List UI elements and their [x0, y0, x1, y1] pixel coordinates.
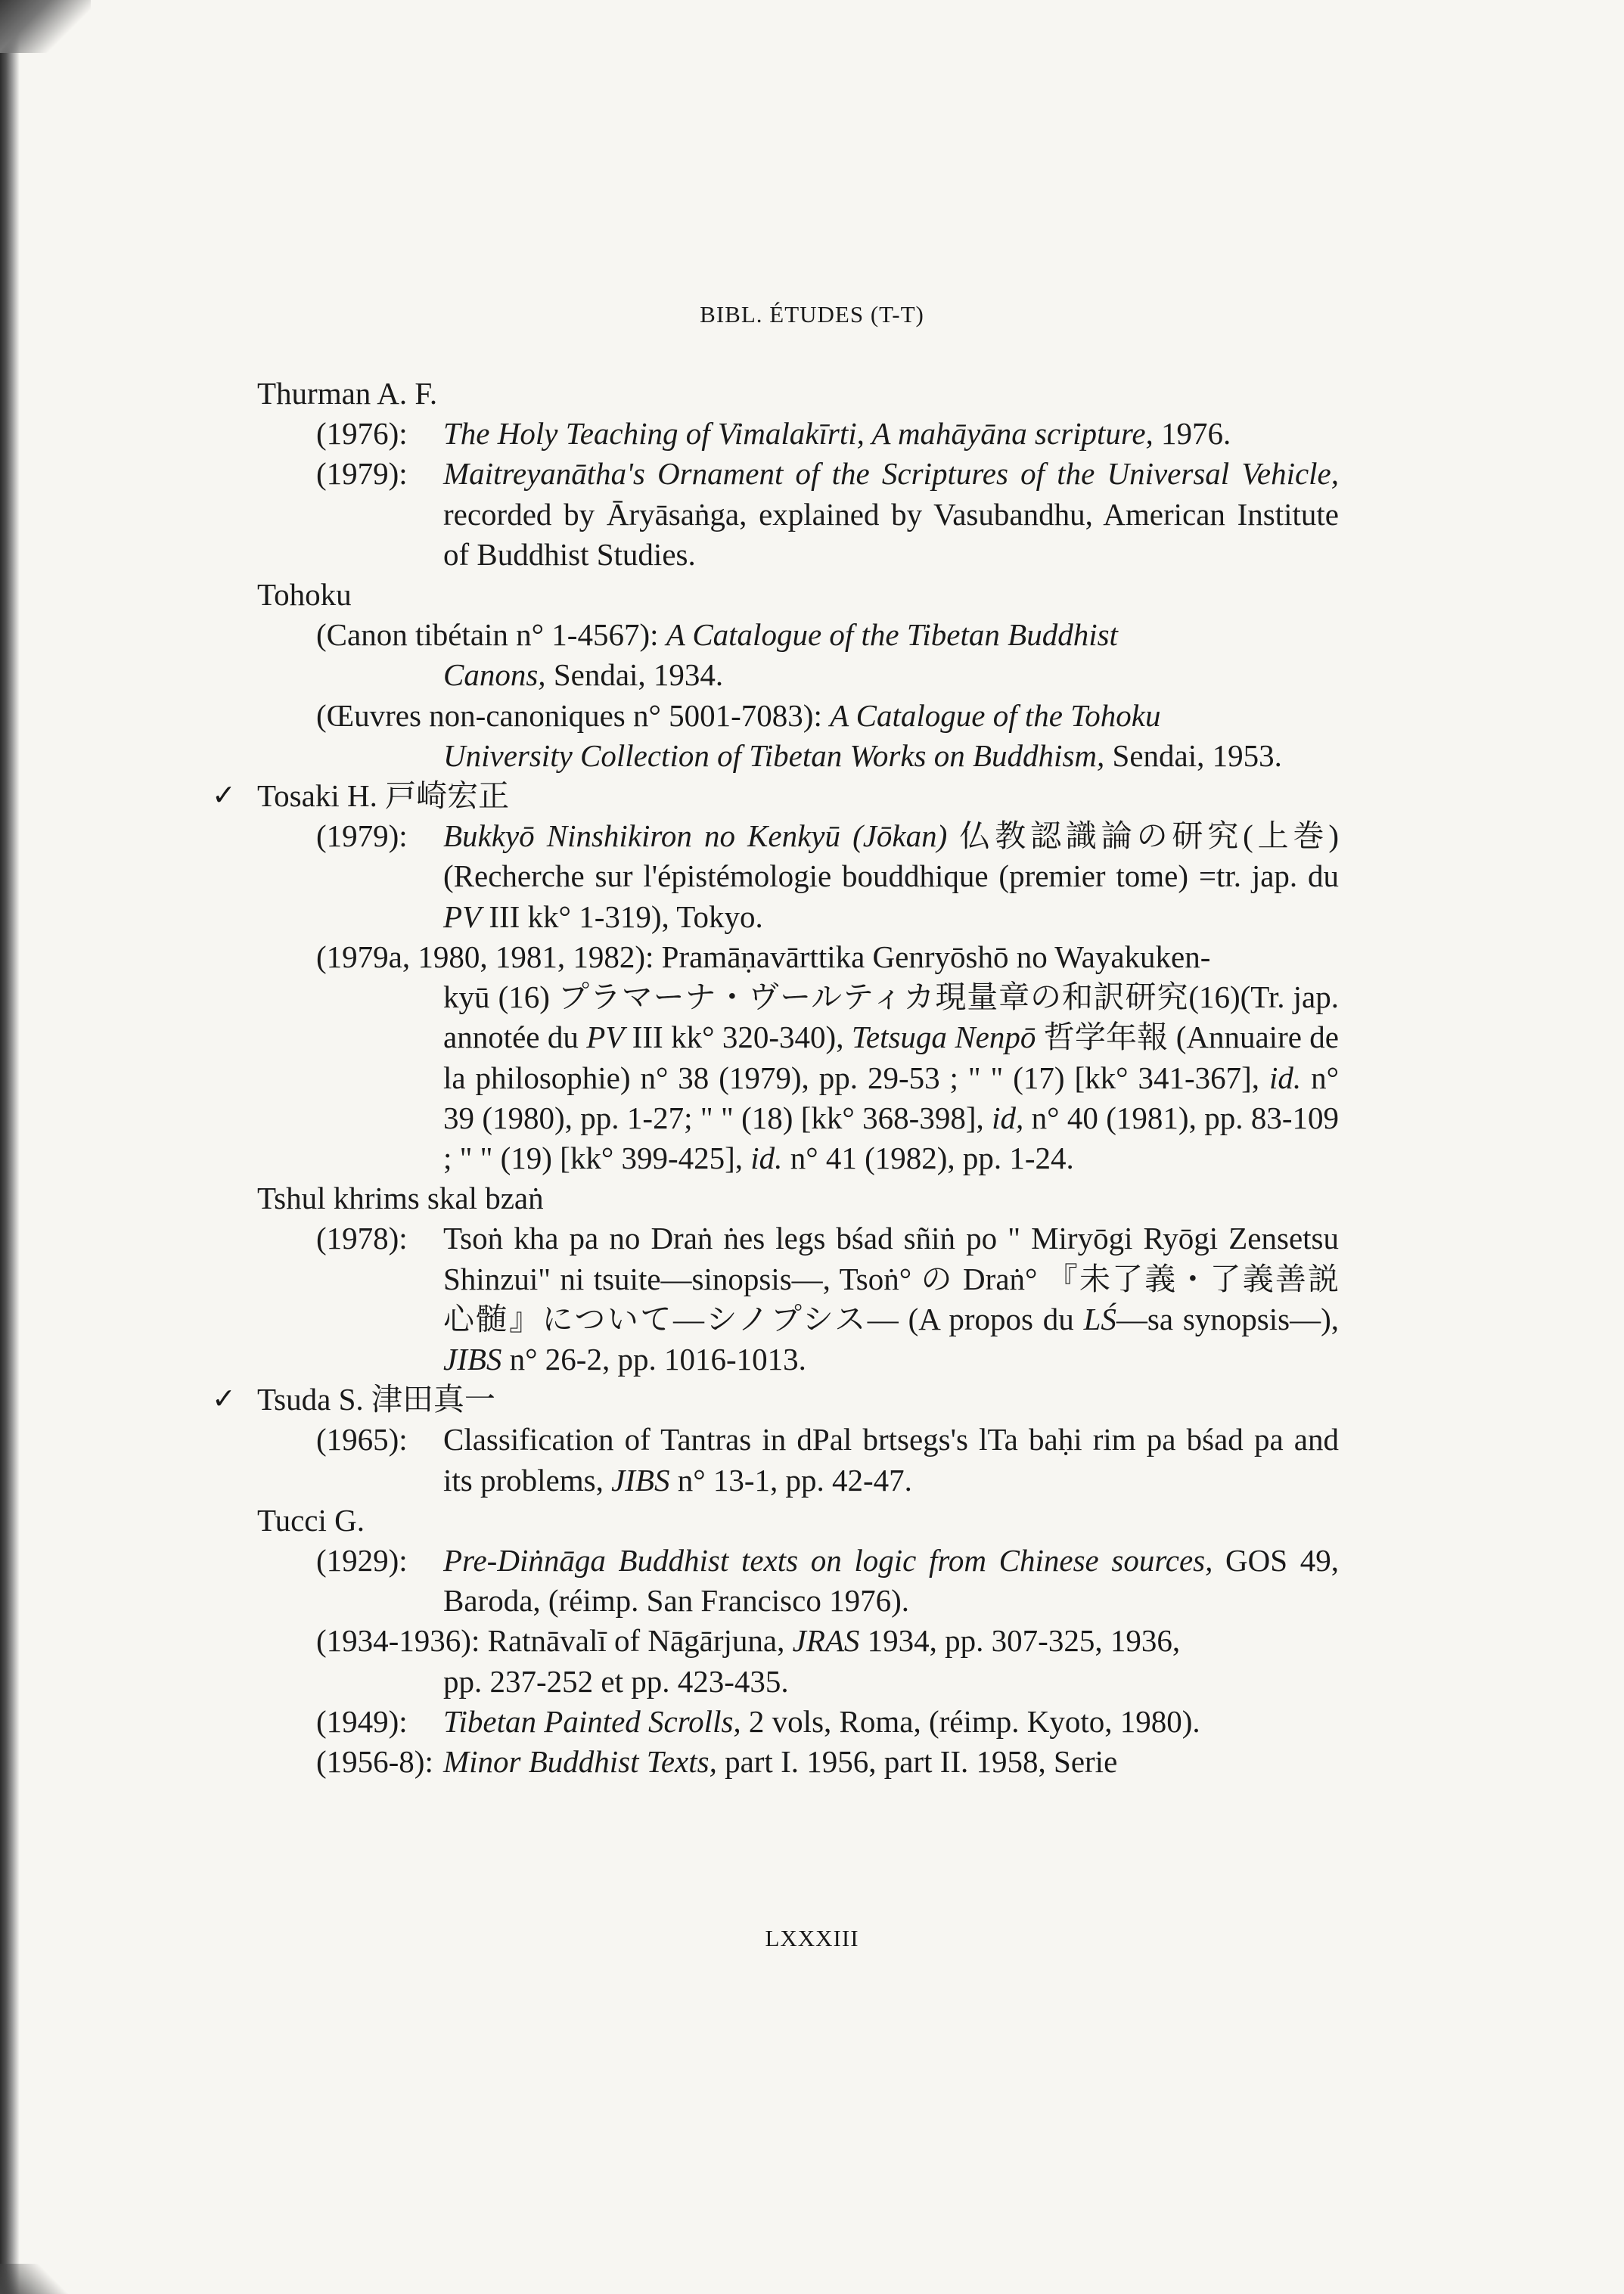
entry-date: (1976): — [316, 416, 408, 452]
entry-title: Tibetan Painted Scrolls, — [443, 1703, 741, 1739]
entry-text: III kk° 1-319), Tokyo. — [481, 899, 763, 934]
author-tsuda — [212, 1380, 1339, 1420]
entry-tsuda-1965 — [316, 1420, 1339, 1500]
entry-text: kyū (16) プラマーナ・ヴールティカ現量章の和訳研究(16)(Tr. jap. annotée du — [443, 979, 1339, 1055]
entry-body — [443, 1742, 1339, 1782]
entry-title: Maitreyanātha's Ornament of the Scriptures of the Universal Vehicle, — [443, 456, 1339, 492]
entry-body — [443, 414, 1339, 454]
entry-body — [316, 696, 1339, 736]
entry-date: (1956-8): — [316, 1744, 433, 1780]
entry-text: Ratnāvalī of Nāgārjuna, — [480, 1623, 793, 1659]
entry-text: Tsoṅ kha pa no Draṅ ṅes legs bśad sñiṅ po " Miryōgi Ryōgi Zensetsu Shinzui" ni tsuite—sinopsis—, Tsoṅ° の Draṅ° 『未了義・了義善説心髄』について—シノプシス— (A propos du — [443, 1221, 1339, 1336]
entry-tohoku-canon — [316, 615, 1339, 695]
entry-body — [443, 1420, 1339, 1500]
scan-bottom-shadow — [0, 2264, 68, 2294]
entry-body — [316, 1621, 1339, 1661]
author-tosaki — [212, 776, 1339, 816]
entry-title: The Holy Teaching of Vimalakīrti, A mahāyāna scripture, — [443, 416, 1154, 452]
entry-body — [443, 1702, 1339, 1742]
entry-body — [316, 615, 1339, 655]
entry-text: n° 26-2, pp. 1016-1013. — [501, 1341, 806, 1377]
entry-text: Classification of Tantras in dPal brtsegs's lTa baḥi rim pa bśad pa and its problems, — [443, 1422, 1339, 1498]
entry-abbrev: LŚ — [1083, 1301, 1116, 1336]
entry-text: part I. 1956, part II. 1958, Serie — [716, 1744, 1118, 1780]
entry-text: (Œuvres non-canoniques n° 5001-7083): — [316, 697, 831, 733]
entry-date: (1949): — [316, 1703, 408, 1739]
author-name: Tsuda S. 津田真一 — [257, 1382, 495, 1417]
entry-journal: JIBS — [443, 1341, 502, 1377]
running-head: BIBL. ÉTUDES (T-T) — [700, 301, 924, 327]
entry-text: III kk° 320-340), — [624, 1020, 852, 1055]
entry-abbrev: PV — [443, 899, 482, 934]
check-mark-icon: ✓ — [212, 780, 236, 812]
author-tucci: Tucci G. — [257, 1502, 365, 1538]
entry-date: (1929): — [316, 1542, 408, 1578]
entry-text: 哲学年報 (Annuaire de la philosophie) n° 38 (1979), pp. 29-53 ; " " (17) [kk° 341-367], — [443, 1020, 1340, 1095]
entry-tucci-1956 — [316, 1742, 1339, 1782]
entry-tosaki-1979 — [316, 816, 1339, 937]
entry-text: (Canon tibétain n° 1-4567): — [316, 617, 666, 653]
entry-title: A Catalogue of the Tibetan Buddhist — [666, 617, 1118, 653]
entry-text: 1934, pp. 307-325, 1936, — [859, 1623, 1181, 1659]
entry-journal: JIBS — [611, 1462, 670, 1498]
entry-continuation: pp. 237-252 et pp. 423-435. — [443, 1663, 789, 1699]
entry-title: Pre-Diṅnāga Buddhist texts on logic from Chinese sources, — [443, 1542, 1213, 1578]
author-tohoku: Tohoku — [257, 577, 352, 613]
entry-continuation — [443, 977, 1339, 1178]
entry-text: n° 40 (1981), pp. 83-109 ; " " (19) [kk° 399-425], — [443, 1100, 1339, 1175]
entry-text: recorded by Āryāsaṅga, explained by Vasubandhu, American Institute of Buddhist Studies. — [443, 496, 1339, 572]
entry-text: 1976. — [1153, 416, 1231, 452]
page-number: LXXXIII — [765, 1925, 859, 1951]
author-thurman: Thurman A. F. — [257, 376, 438, 411]
entry-text: n° 39 (1980), pp. 1-27; " " (18) [kk° 368-398], — [443, 1060, 1339, 1135]
entry-continuation — [443, 655, 1339, 695]
entry-date: (1979): — [316, 456, 408, 492]
scan-corner-shadow — [0, 0, 91, 53]
entry-text: GOS 49, Baroda, (réimp. San Francisco 1976). — [443, 1542, 1339, 1619]
entry-text: —sa synopsis—), — [1116, 1301, 1339, 1336]
entry-date: (1934-1936): — [316, 1623, 480, 1659]
entry-body — [443, 1218, 1339, 1380]
entry-date: (1979): — [316, 818, 408, 854]
entry-thurman-1976 — [316, 414, 1339, 454]
entry-thurman-1979 — [316, 454, 1339, 575]
entry-text: 仏教認識論の研究(上巻) (Recherche sur l'épistémologie bouddhique (premier tome) =tr. jap. du — [443, 818, 1339, 894]
entry-title: Tetsuga Nenpō — [851, 1020, 1036, 1055]
author-name: Tosaki H. 戸崎宏正 — [257, 778, 510, 814]
entry-body — [443, 816, 1339, 937]
entry-text: Sendai, 1953. — [1104, 737, 1282, 773]
entry-tshul-1978 — [316, 1218, 1339, 1380]
entry-text: n° 41 (1982), pp. 1-24. — [782, 1140, 1074, 1175]
entry-text: 2 vols, Roma, (réimp. Kyoto, 1980). — [741, 1703, 1200, 1739]
entry-title: Minor Buddhist Texts, — [443, 1744, 717, 1780]
entry-body — [443, 454, 1339, 575]
entry-text: n° 13-1, pp. 42-47. — [669, 1462, 912, 1498]
entry-abbrev: id. — [1269, 1060, 1302, 1095]
entry-text: Sendai, 1934. — [545, 657, 724, 693]
entry-tohoku-oeuvres — [316, 696, 1339, 776]
entry-title: Bukkyō Ninshikiron no Kenkyū (Jōkan) — [443, 818, 948, 854]
entry-body — [443, 1541, 1339, 1621]
bibliography-content — [212, 374, 1340, 1782]
entry-abbrev: id, — [992, 1100, 1024, 1135]
entry-tucci-1949 — [316, 1702, 1339, 1742]
entry-date: (1978): — [316, 1221, 408, 1256]
entry-title: Canons, — [443, 657, 546, 693]
entry-abbrev: id. — [750, 1140, 783, 1175]
entry-tucci-1929 — [316, 1541, 1339, 1621]
entry-journal: JRAS — [792, 1623, 860, 1659]
author-tshul-khrims: Tshul khrims skal bzaṅ — [257, 1181, 544, 1216]
check-mark-icon: ✓ — [212, 1383, 236, 1416]
entry-tosaki-1979a-1982 — [316, 937, 1339, 1178]
entry-tucci-1934 — [316, 1621, 1339, 1701]
entry-body: (1979a, 1980, 1981, 1982): Pramāṇavārttika Genryōshō no Wayakuken- — [316, 939, 1211, 974]
entry-title: University Collection of Tibetan Works on Buddhism, — [443, 737, 1105, 773]
entry-abbrev: PV — [586, 1020, 625, 1055]
entry-date: (1965): — [316, 1422, 408, 1457]
entry-continuation — [443, 736, 1339, 776]
entry-title: A Catalogue of the Tohoku — [830, 697, 1161, 733]
